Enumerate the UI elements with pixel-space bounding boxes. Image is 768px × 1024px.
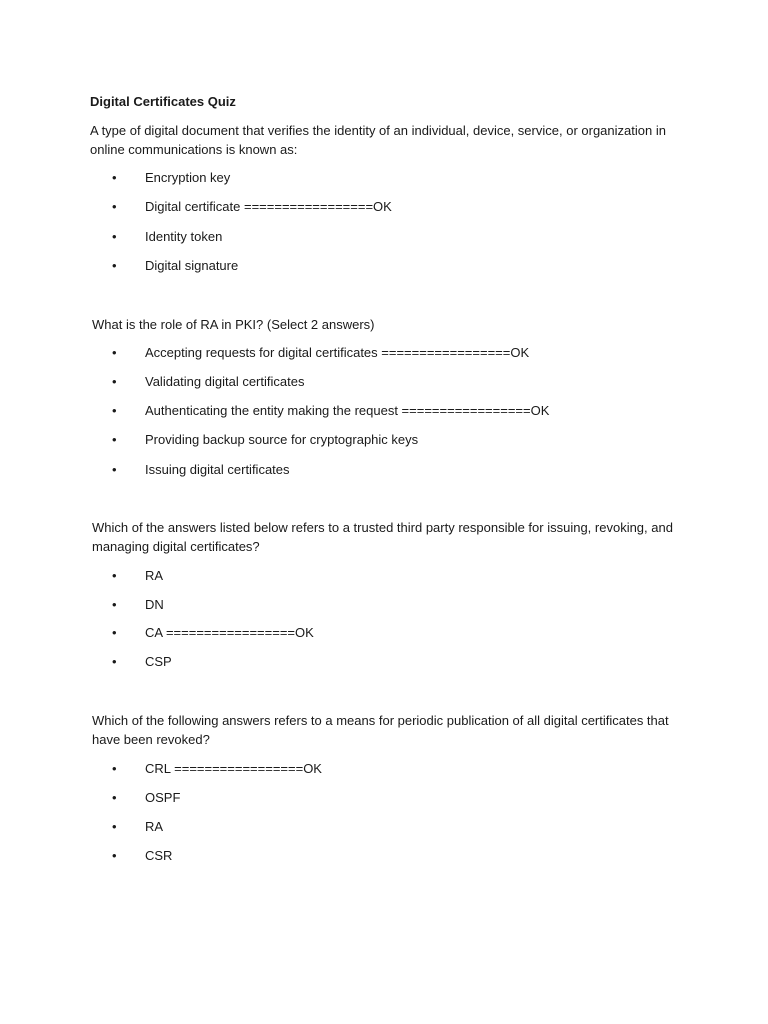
bullet-icon: • <box>112 258 117 273</box>
question-4-text: Which of the following answers refers to a means for periodic publication of all digital certificates that have been revoked? <box>92 713 669 747</box>
question-4-option-2 <box>112 789 180 807</box>
document-title: Digital Certificates Quiz <box>90 94 236 109</box>
bullet-icon: • <box>112 374 117 389</box>
option-label: CSR <box>145 848 173 863</box>
bullet-icon: • <box>112 597 117 612</box>
option-label: Providing backup source for cryptographic keys <box>145 432 419 447</box>
option-label: Issuing digital certificates <box>145 462 290 477</box>
question-3-text: Which of the answers listed below refers to a trusted third party responsible for issuing, revoking, and managing digital certificates? <box>92 520 673 554</box>
question-3-option-2 <box>112 596 164 614</box>
bullet-icon: • <box>112 199 117 214</box>
question-1-option-3 <box>112 228 222 246</box>
bullet-icon: • <box>112 170 117 185</box>
option-label: Authenticating the entity making the request =================OK <box>145 403 550 418</box>
question-2-option-2 <box>112 373 304 391</box>
question-2-text: What is the role of RA in PKI? (Select 2 answers) <box>92 317 375 332</box>
question-4-option-3 <box>112 818 163 836</box>
option-label: CSP <box>145 654 172 669</box>
question-1-option-1 <box>112 169 230 187</box>
bullet-icon: • <box>112 432 117 447</box>
question-3-option-4 <box>112 653 172 671</box>
option-label: RA <box>145 568 164 583</box>
option-label: CRL =================OK <box>145 761 322 776</box>
question-4-option-4 <box>112 847 172 865</box>
bullet-icon: • <box>112 790 117 805</box>
option-label: CA =================OK <box>145 625 314 640</box>
bullet-icon: • <box>112 819 117 834</box>
option-label: RA <box>145 819 164 834</box>
bullet-icon: • <box>112 568 117 583</box>
question-2-option-1 <box>112 344 529 362</box>
bullet-icon: • <box>112 654 117 669</box>
question-2-option-5 <box>112 461 290 479</box>
option-label: Identity token <box>145 229 223 244</box>
bullet-icon: • <box>112 345 117 360</box>
bullet-icon: • <box>112 761 117 776</box>
question-1-text: A type of digital document that verifies the identity of an individual, device, service, or organization in online communications is known as: <box>90 123 666 157</box>
question-3-option-1 <box>112 567 163 585</box>
option-label: Digital signature <box>145 258 239 273</box>
question-2-option-4 <box>112 431 418 449</box>
bullet-icon: • <box>112 403 117 418</box>
question-1-option-2 <box>112 198 392 216</box>
option-label: Encryption key <box>145 170 231 185</box>
question-2-option-3 <box>112 402 549 420</box>
question-4-option-1 <box>112 760 322 778</box>
bullet-icon: • <box>112 462 117 477</box>
question-3-option-3 <box>112 624 314 642</box>
bullet-icon: • <box>112 848 117 863</box>
option-label: DN <box>145 597 164 612</box>
option-label: Validating digital certificates <box>145 374 305 389</box>
question-1-option-4 <box>112 257 238 275</box>
bullet-icon: • <box>112 625 117 640</box>
option-label: OSPF <box>145 790 181 805</box>
option-label: Digital certificate =================OK <box>145 199 392 214</box>
bullet-icon: • <box>112 229 117 244</box>
option-label: Accepting requests for digital certificates =================OK <box>145 345 530 360</box>
